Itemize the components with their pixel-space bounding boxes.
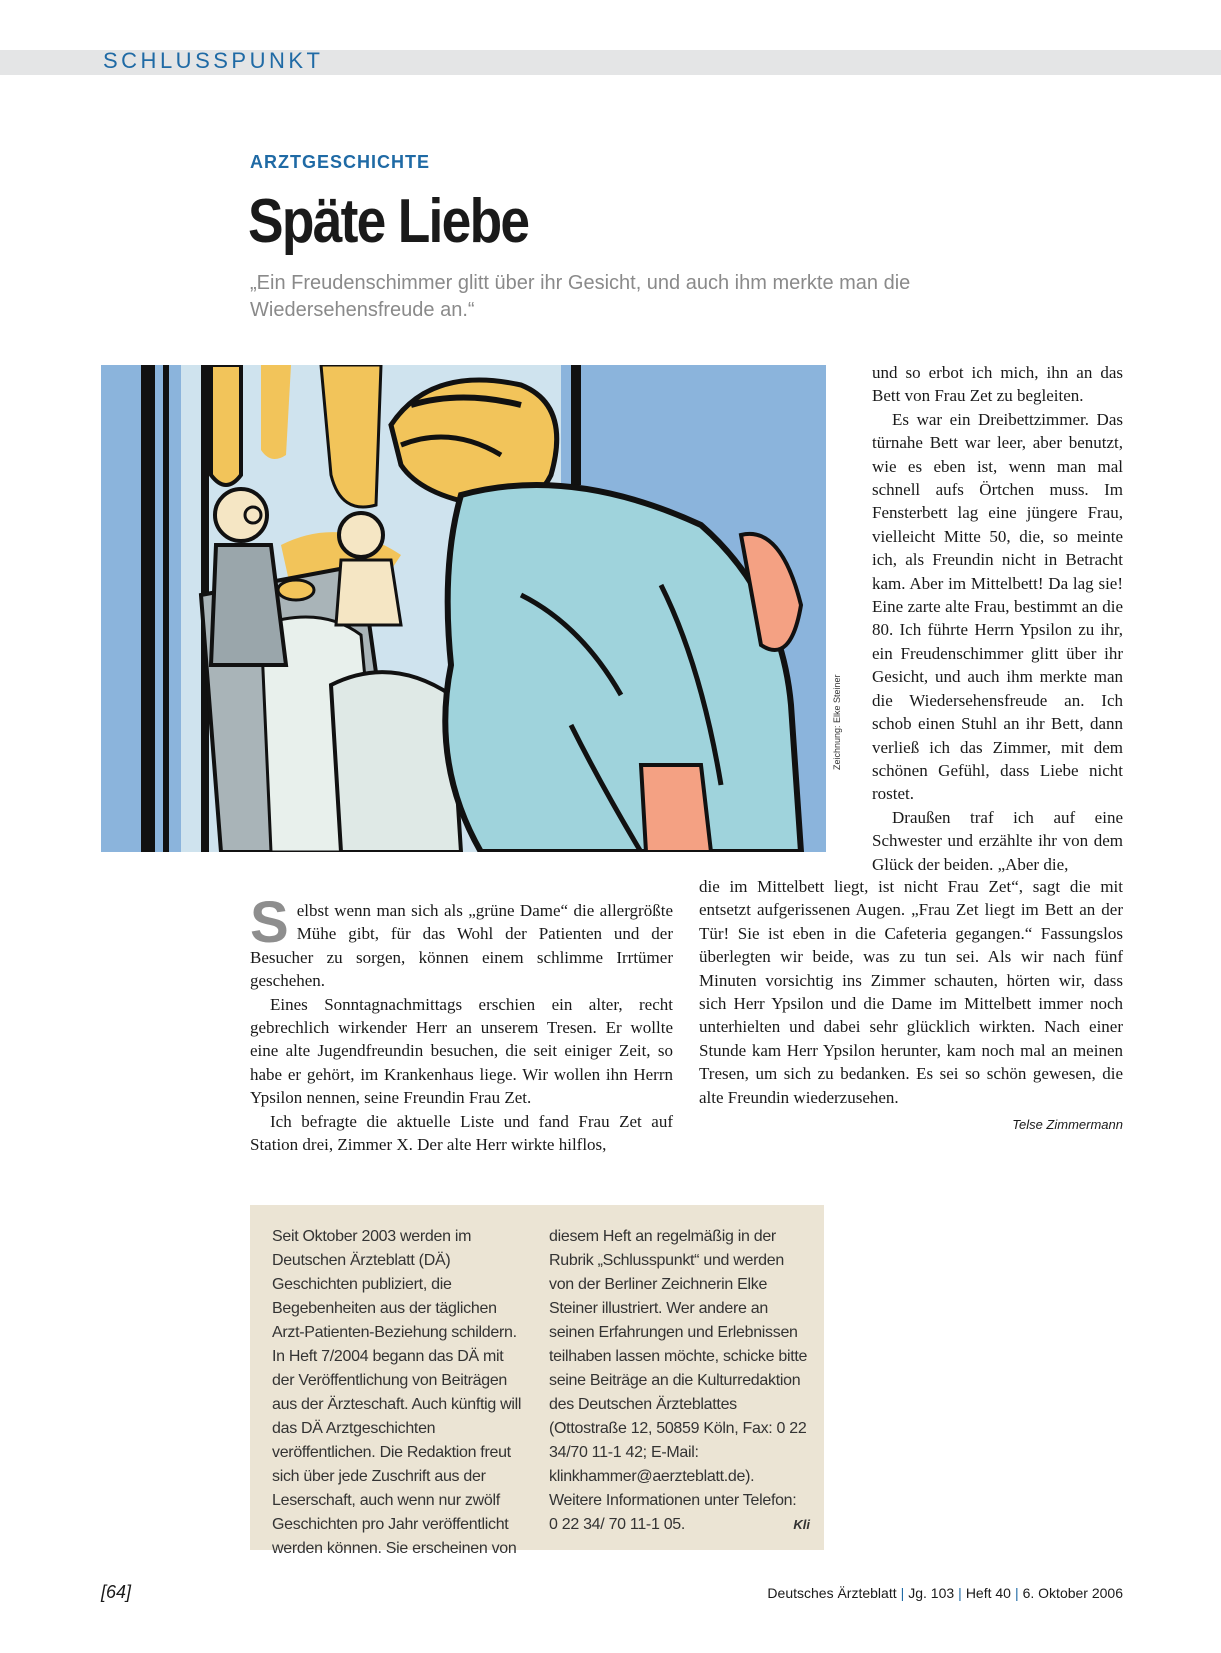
- page-number: [64]: [101, 1582, 132, 1602]
- article-illustration: [101, 365, 826, 852]
- paragraph: Ich befragte die aktuelle Liste und fand Frau Zet auf Station drei, Zimmer X. Der alte Herr wirkte hilflos,: [250, 1111, 673, 1155]
- paragraph: Es war ein Dreibettzimmer. Das türnahe Bett war leer, aber benutzt, wie es eben ist, wenn man mal schnell aufs Örtchen muss. Im Fensterbett lag eine jüngere Frau, vielleicht Mitte 50, die, so meinte ich, als Freundin nicht in Betracht kam. Aber im Mittelbett! Da lag sie! Eine zarte alte Frau, bestimmt an die 80. Ich führte Herrn Ypsilon zu ihr, ein Freudenschimmer glitt über ihr Gesicht, und auch ihm merkte man die Wiedersehensfreude an. Ich schob einen Stuhl an ihr Bett, dann verließ ich das Zimmer, mit dem schönen Gefühl, dass Liebe nicht rostet.: [872, 409, 1123, 804]
- article-column-right-top: [872, 361, 1123, 876]
- journal-volume: Jg. 103: [908, 1585, 955, 1601]
- drop-cap: S: [250, 890, 289, 955]
- separator: |: [900, 1585, 905, 1601]
- paragraph-lead: [250, 890, 673, 993]
- journal-name: Deutsches Ärzteblatt: [767, 1585, 897, 1601]
- journal-footer: [767, 1585, 1123, 1601]
- info-box-signature: Kli: [793, 1517, 810, 1532]
- paragraph: und so erbot ich mich, ihn an das Bett von Frau Zet zu begleiten.: [872, 363, 1123, 406]
- paragraph: Draußen traf ich auf eine Schwester und erzählte ihr von dem Glück der beiden. „Aber die,: [872, 807, 1123, 874]
- separator: |: [958, 1585, 962, 1601]
- article-kicker: ARZTGESCHICHTE: [250, 152, 430, 172]
- article-title: Späte Liebe: [248, 187, 529, 256]
- article-subtitle: „Ein Freudenschimmer glitt über ihr Gesicht, und auch ihm merkte man die Wiedersehensfreude an.“: [250, 272, 911, 321]
- article-column-middle: [699, 875, 1123, 1136]
- journal-date: 6. Oktober 2006: [1022, 1585, 1123, 1601]
- article-author: Telse Zimmermann: [1012, 1117, 1123, 1133]
- info-box: [250, 1205, 824, 1557]
- article-column-left: [250, 890, 673, 1156]
- journal-issue: Heft 40: [965, 1585, 1011, 1601]
- info-box-column-2: diesem Heft an regelmäßig in der Rubrik „Schlusspunkt“ und werden von der Berliner Zeichnerin Elke Steiner illustriert. Wer andere an seinen Erfahrungen und Erlebnissen teilhaben lassen möchte, schicke bitte seine Beiträge an die Kulturredaktion des Deutschen Ärzteblattes (Ottostraße 12, 50859 Köln, Fax: 0 22 34/70 11-1 42; E-Mail: klinkhammer@aerzteblatt.de). Weitere Informationen unter Telefon: 0 22 34/ 70 11-1 05.: [549, 1228, 808, 1533]
- section-label: SCHLUSSPUNKT: [103, 48, 324, 73]
- illustration-credit: Zeichnung: Elke Steiner: [832, 674, 842, 770]
- separator: |: [1014, 1585, 1019, 1601]
- lead-text: elbst wenn man sich als „grüne Dame“ die allergrößte Mühe gibt, für das Wohl der Patienten und der Besucher zu sorgen, können einem schlimme Irrtümer geschehen.: [250, 901, 673, 991]
- paragraph: Eines Sonntagnachmittags erschien ein alter, recht gebrechlich wirkender Herr an unserem Tresen. Er wollte eine alte Jugendfreundin besuchen, die seit einiger Zeit, so habe er gehört, im Krankenhaus liege. Wir wollen ihn Herrn Ypsilon nennen, seine Freundin Frau Zet.: [250, 994, 673, 1108]
- info-box-column-1: Seit Oktober 2003 werden im Deutschen Ärzteblatt (DÄ) Geschichten publiziert, die Begebenheiten aus der täglichen Arzt-Patienten-Beziehung schildern. In Heft 7/2004 begann das DÄ mit der Veröffentlichung von Beiträgen aus der Ärzteschaft. Auch künftig will das DÄ Arztgeschichten veröffentlichen. Die Redaktion freut sich über jede Zuschrift aus der Leserschaft, auch wenn nur zwölf Geschichten pro Jahr veröffentlicht werden können. Sie erscheinen von: [272, 1228, 522, 1557]
- paragraph: die im Mittelbett liegt, ist nicht Frau Zet“, sagt die mit entsetzt aufgerissenen Augen. „Frau Zet liegt im Bett an der Tür! Sie ist eben in die Cafeteria gegangen.“ Fassungslos überlegten wir beide, was zu tun sei. Als wir nach fünf Minuten vorsichtig ins Zimmer schauten, hörten wir, dass sich Herr Ypsilon und die Dame im Mittelbett immer noch unterhielten und dabei sehr glücklich wirkten. Nach einer Stunde kam Herr Ypsilon herunter, kam noch mal an meinen Tresen, um sich zu bedanken. Es sei so schön gewesen, die alte Freundin wiederzusehen.: [699, 877, 1123, 1107]
